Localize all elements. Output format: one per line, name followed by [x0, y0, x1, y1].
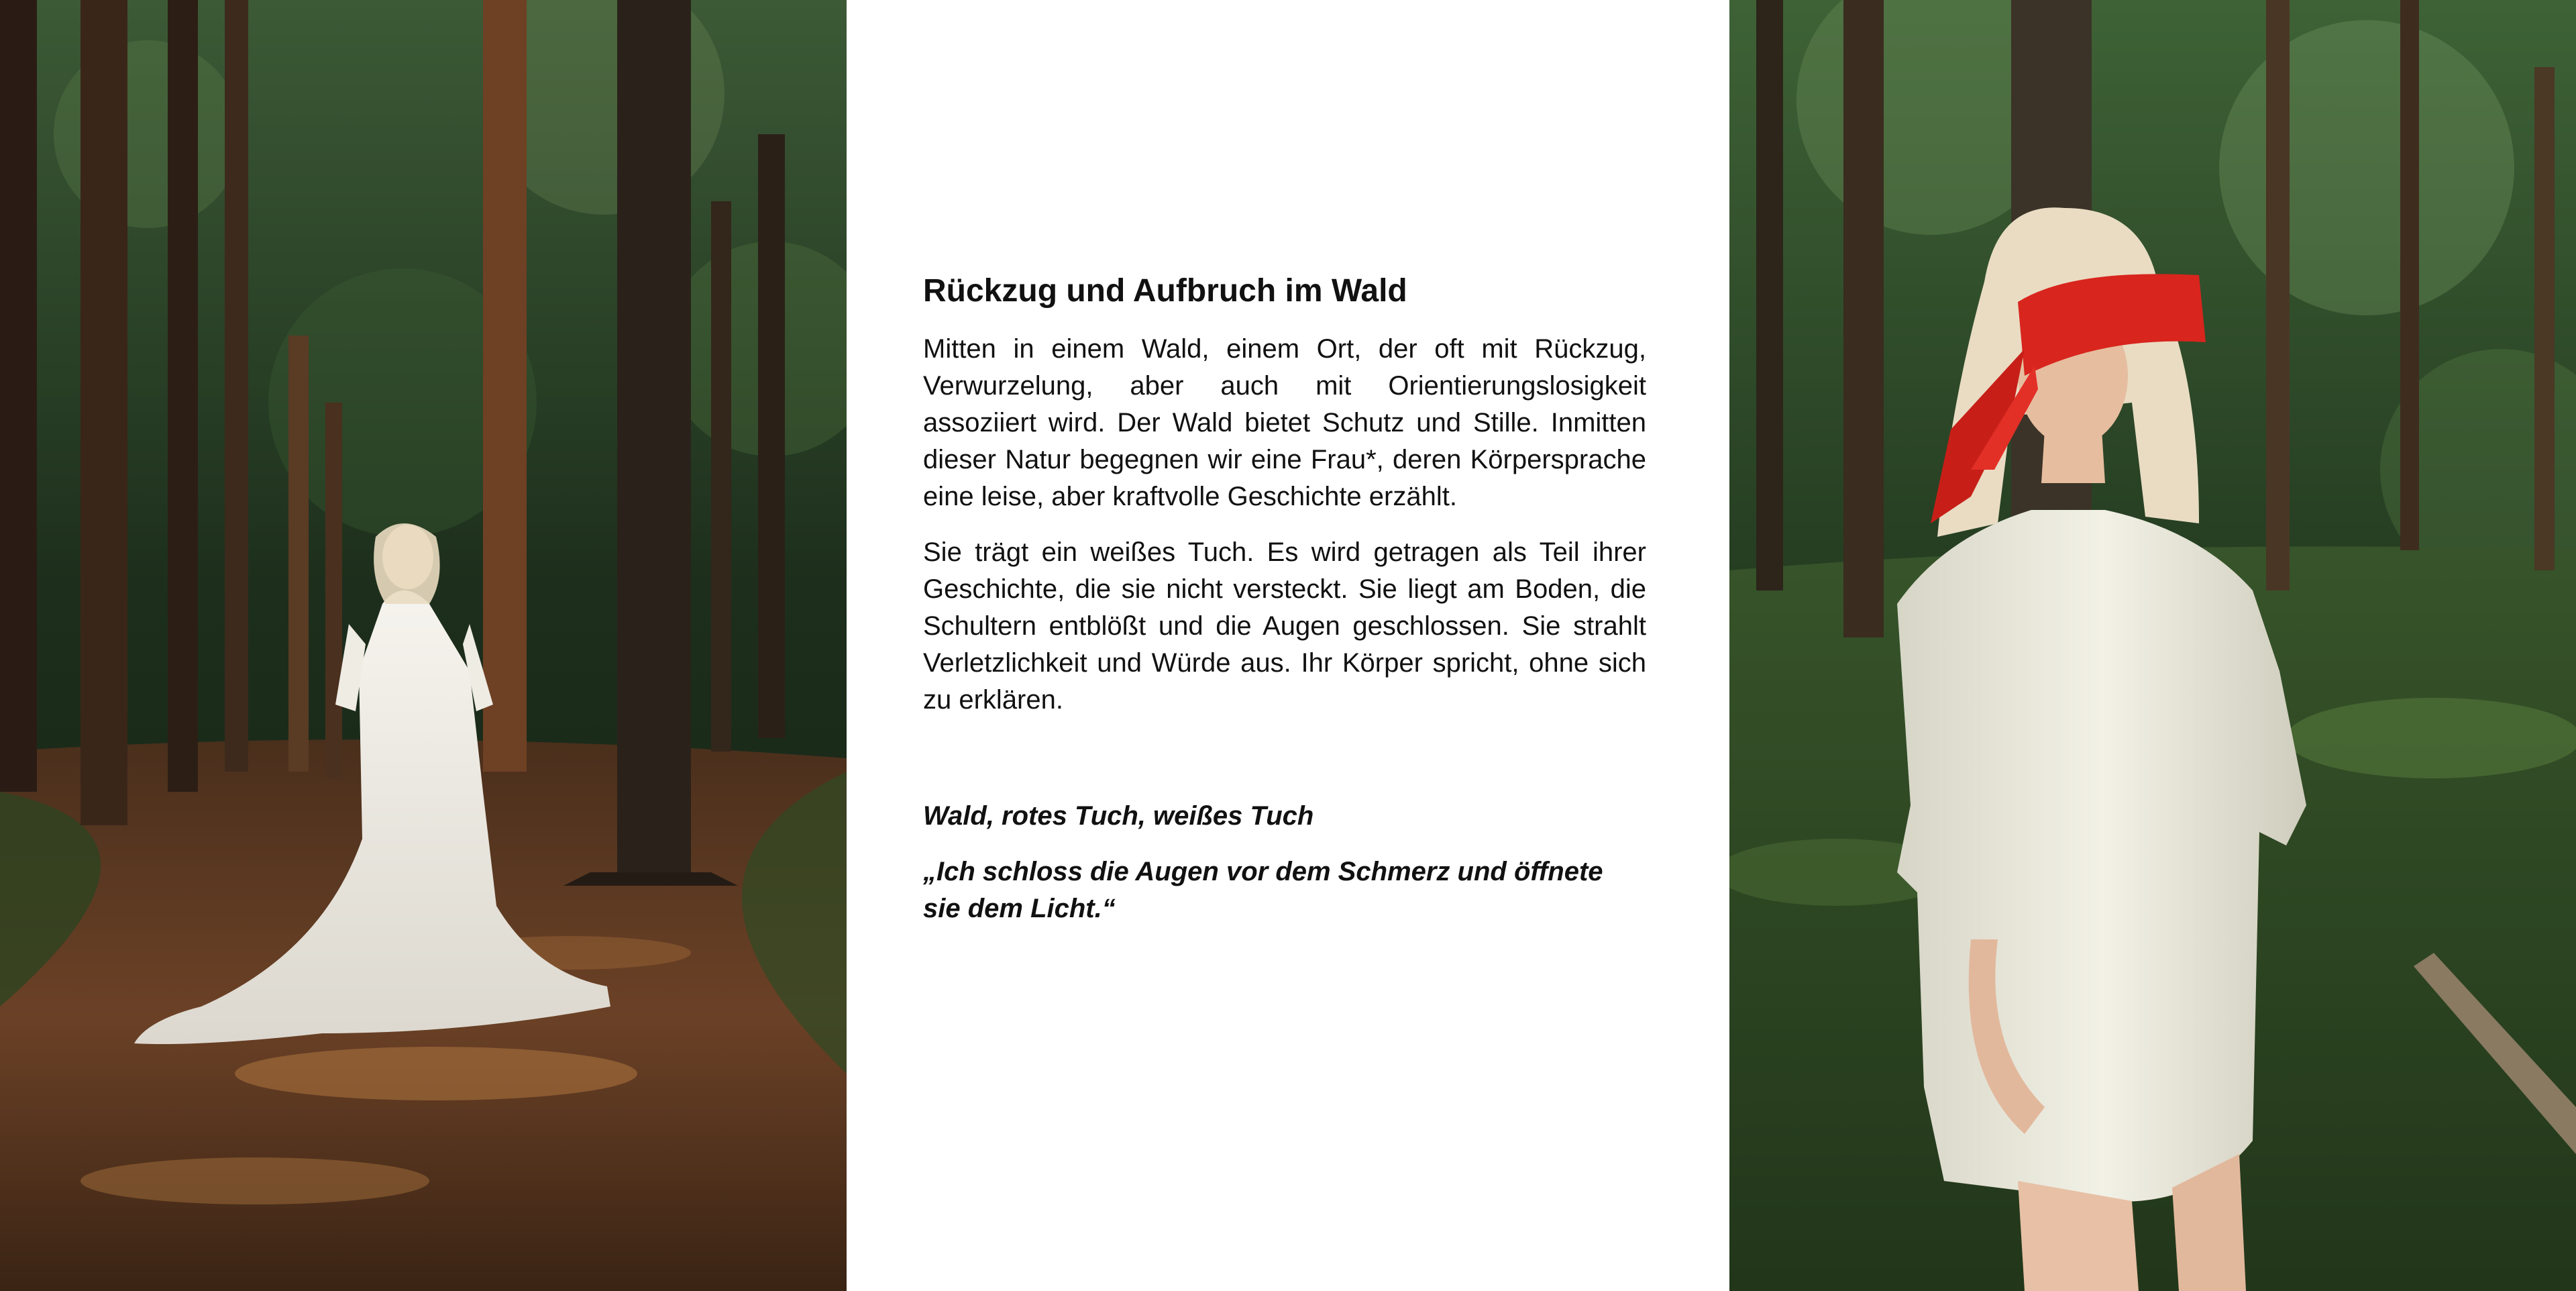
- article-paragraph-2: Sie trägt ein weißes Tuch. Es wird getragen als Teil ihrer Geschichte, die sie nicht versteckt. Sie liegt am Boden, die Schultern entblößt und die Augen geschlossen. Sie strahlt Verletzlichkeit und Würde aus. Ihr Körper spricht, ohne sich zu erklären.: [923, 537, 1646, 715]
- article-panel: [847, 0, 1729, 1291]
- forest-photo-right: [1729, 0, 2576, 1291]
- article-title: Rückzug und Aufbruch im Wald: [923, 273, 1407, 309]
- article-text-column: [923, 272, 1646, 927]
- article-paragraph-1: Mitten in einem Wald, einem Ort, der oft mit Rückzug, Verwurzelung, aber auch mit Orientierungslosigkeit assoziiert wird. Der Wald bietet Schutz und Stille. Inmitten dieser Natur begegnen wir eine Frau*, deren Körpersprache eine leise, aber kraftvolle Geschichte erzählt.: [923, 333, 1646, 511]
- forest-photo-left: [0, 0, 847, 1291]
- forest-photo-woman-red-blindfold-icon: [1729, 0, 2576, 1291]
- forest-photo-woman-white-dress-icon: [0, 0, 847, 1291]
- article-quote: „Ich schloss die Augen vor dem Schmerz und öffnete sie dem Licht.“: [923, 856, 1603, 923]
- article-tags: Wald, rotes Tuch, weißes Tuch: [923, 801, 1314, 831]
